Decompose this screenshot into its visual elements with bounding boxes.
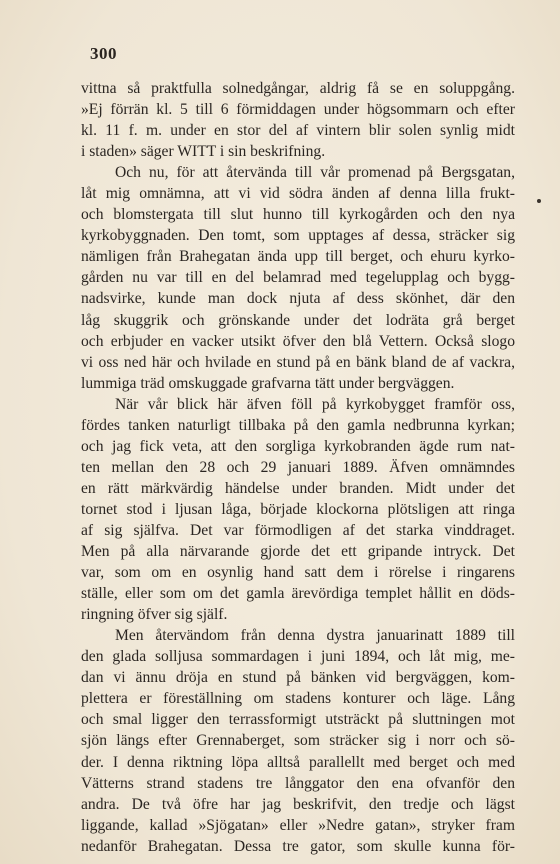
text-line: »Ej förrän kl. 5 till 6 förmiddagen under högsommarn och efter	[81, 101, 515, 119]
text-line: ringning öfver sig själf.	[81, 606, 228, 624]
text-line: Men på alla närvarande gjorde det ett gripande intryck. Det	[81, 543, 515, 561]
text-line: och jag fick veta, att den sorgliga kyrkobranden ägde rum nat-	[81, 437, 515, 455]
text-line: lummiga träd omskuggade grafvarna tätt under bergväggen.	[81, 374, 455, 392]
margin-speck	[537, 199, 541, 203]
text-line: der. I denna riktning löpa alltså parallellt med berget och med	[81, 753, 515, 771]
text-line: en rätt märkvärdig händelse under branden. Midt under det	[81, 479, 515, 497]
text-line: kl. 11 f. m. under en stor del af vintern blir solen synlig midt	[81, 122, 515, 140]
text-line: nedanför Brahegatan. Dessa tre gator, som skulle kunna för-	[81, 837, 515, 855]
text-line: och blomstergata till slut hunno till kyrkogården och den nya	[81, 206, 515, 224]
text-line: vi oss ned här och hvilade en stund på en bänk bland de af vackra,	[81, 353, 515, 371]
text-line: och smal ligger den terrassformigt utsträckt på sluttningen mot	[81, 711, 515, 729]
text-line: dan vi ännu dröja en stund på bänken vid bergväggen, kom-	[81, 669, 515, 687]
text-line: nämligen från Brahegatan ända upp till berget, och ehuru kyrko-	[81, 248, 515, 266]
paragraph-start-line: Och nu, för att återvända till vår promenad på Bergsgatan,	[115, 164, 515, 182]
text-line: ställe, eller som om det gamla ärevördiga templet hållit en döds-	[81, 585, 515, 603]
text-line: låg skuggrik och grönskande under det lodräta grå berget	[81, 311, 515, 329]
text-line: och erbjuder en vacker utsikt öfver den blå Vettern. Också slogo	[81, 332, 515, 350]
text-line: kyrkobyggnaden. Den tomt, som upptages af dessa, sträcker sig	[81, 227, 515, 245]
text-line: vittna så praktfulla solnedgångar, aldrig få se en soluppgång.	[81, 80, 515, 97]
paragraph-start-line: När vår blick här äfven föll på kyrkobygget framför oss,	[115, 395, 515, 413]
text-line: ten mellan den 28 och 29 januari 1889. Äfven omnämndes	[81, 458, 515, 476]
text-line: Vätterns strand stadens tre långgator den ena ofvanför den	[81, 774, 515, 792]
text-line: fördes tanken naturligt tillbaka på den gamla nedbrunna kyrkan;	[81, 416, 515, 434]
text-line: den glada solljusa sommardagen i juni 1894, och låt mig, me-	[81, 648, 515, 666]
text-line: var, som om en osynlig hand satt dem i rörelse i ringarens	[81, 564, 515, 582]
body-text	[81, 78, 515, 857]
page-number: 300	[90, 44, 117, 63]
text-line: nadsvirke, kunde man dock njuta af dess skönhet, där den	[81, 290, 515, 308]
text-line: gården nu var till en del belamrad med tegelupplag och bygg-	[81, 269, 515, 287]
paragraph-start-line: Men återvändom från denna dystra januarinatt 1889 till	[115, 627, 515, 645]
text-line: liggande, kallad »Sjögatan» eller »Nedre gatan», stryker fram	[81, 816, 515, 834]
text-line: tornet stod i ljusan låga, började klockorna plötsligen att ringa	[81, 500, 515, 518]
text-line: plettera er föreställning om stadens konturer och läge. Lång	[81, 690, 515, 708]
text-line: i staden» säger WITT i sin beskrifning.	[81, 143, 326, 161]
text-line: låt mig omnämna, att vi vid södra änden af denna lilla frukt-	[81, 185, 515, 203]
text-line: andra. De två öfre har jag beskrifvit, den tredje och lägst	[81, 795, 515, 813]
text-line: af sig själfva. Det var förmodligen af det starka vinddraget.	[81, 521, 515, 539]
text-line: sjön längs efter Grennaberget, som sträcker sig i norr och sö-	[81, 732, 515, 750]
